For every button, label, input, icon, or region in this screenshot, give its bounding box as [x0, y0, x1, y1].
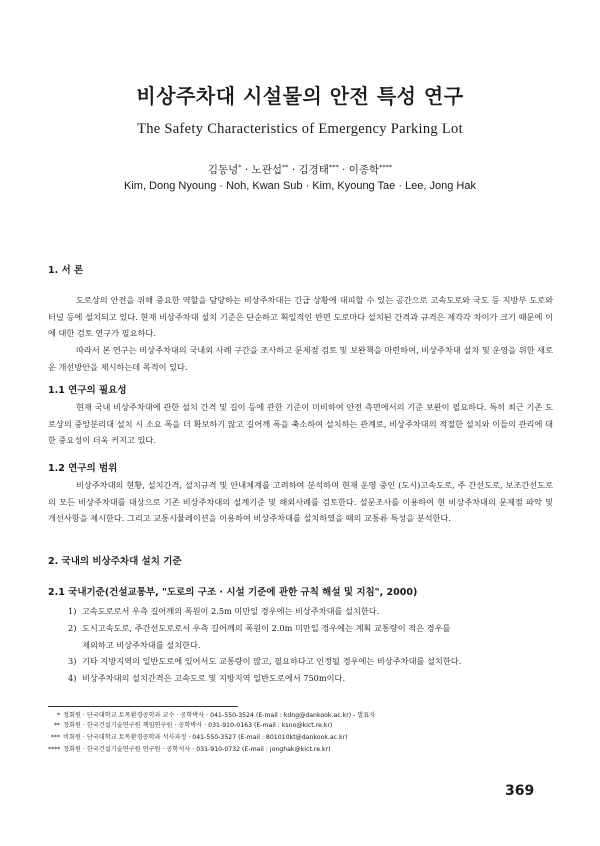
- footnote: ** 정회원 · 한국건설기술연구원 책임연구원 · 공학박사 · 031-910-0163 (E-mail : ksno@kict.re.kr): [53, 722, 333, 729]
- paragraph-intro-2: 따라서 본 연구는 비상주차대의 국내외 사례 구간을 조사하고 문제점 검토 및 보완책을 마련하여, 비상주차대 설치 및 운영을 위한 새로운 개선방안을 제시하는데 목적이 있다.: [48, 345, 553, 372]
- title-korean: 비상주차대 시설물의 안전 특성 연구: [136, 84, 464, 108]
- section-heading-domestic-criteria: 2.1 국내기준(건설교통부, "도로의 구조 · 시설 기준에 관한 규칙 해설 및 지침", 2000): [48, 587, 418, 598]
- paragraph-intro-1: 도로상의 안전을 위해 중요한 역할을 담당하는 비상주차대는 긴급 상황에 대피할 수 있는 공간으로 고속도로와 국도 등 지방부 도로와 터널 등에 설치되고 있다. 현재 비상주차대 설치 기준은 단순하고 획일적인 반면 도로마다 설치된 간격과 규격은 제각각 차이가 크기 때문에 이에 대한 검토 연구가 필요하다.: [48, 295, 553, 339]
- section-heading-scope: 1.2 연구의 범위: [48, 463, 118, 474]
- author-3: 김경태***: [298, 163, 339, 176]
- section-heading-introduction: 1. 서 론: [48, 265, 84, 276]
- footnote: *** 비회원 · 단국대학교 토목환경공학과 석사과정 · 041-550-3527 (E-mail : 801010kt@dankook.ac.kr): [50, 734, 348, 741]
- page-number: 369: [505, 783, 535, 799]
- author-4: 이종학****: [348, 163, 393, 176]
- list-item: 1) 고속도로로서 우측 길어깨의 폭원이 2.5m 미만일 경우에는 비상주차대를 설치한다.: [68, 606, 380, 616]
- section-heading-domestic-standards: 2. 국내의 비상주차대 설치 기준: [48, 556, 182, 567]
- authors-korean: 김동녕* · 노관섭** · 김경태*** · 이종학****: [207, 163, 393, 176]
- title-english: The Safety Characteristics of Emergency Parking Lot: [137, 121, 463, 137]
- list-item: 3) 기타 지방지역의 일반도로에 있어서도 교통량이 많고, 필요하다고 인정될 경우에는 비상주차대를 설치한다.: [68, 656, 462, 666]
- footnote-divider: [48, 706, 238, 707]
- paragraph-need: 현재 국내 비상주차대에 관한 설치 간격 및 길이 등에 관한 기준이 미비하여 안전 측면에서의 기준 보완이 필요하다. 특히 최근 기존 도로상의 중앙분리대 설치 시 소요 폭을 더 확보하기 않고 길어깨 폭을 축소하여 설치하는 관계로, 비상주차대의 적절한 설치와 이들의 관리에 대한 중요성이 더욱 커지고 있다.: [48, 402, 553, 446]
- author-2: 노관섭**: [251, 163, 289, 176]
- footnote: **** 정회원 · 한국건설기술연구원 연구원 · 공학석사 · 031-910-0732 (E-mail : jonghak@kict.re.kr): [48, 746, 331, 753]
- paragraph-scope: 비상주차대의 현황, 설치간격, 설치규격 및 안내체계를 고려하여 분석하며 현재 운영 중인 (도시)고속도로, 주 간선도로, 보조간선도로의 모든 비상주차대를 대상으로 기존 비상주차대의 설계기준 및 해외사례를 검토한다. 설문조사를 이용하여 현 비상주차대의 문제점 파악 및 개선사항을 제시한다. 그리고 교통시뮬레이션을 이용하여 비상주차대를 설치하였을 때의 교통류 특성을 분석한다.: [48, 480, 553, 524]
- authors-english: Kim, Dong Nyoung · Noh, Kwan Sub · Kim, Kyoung Tae · Lee, Jong Hak: [124, 180, 476, 192]
- list-item: 2) 도시고속도로, 주간선도로로서 우측 길어깨의 폭원이 2.0m 미만일 경우에는 계획 교통량이 적은 경우를 제외하고 비상주차대를 설치한다.: [68, 623, 451, 650]
- footnote: * 정회원 · 단국대학교 토목환경공학과 교수 · 공학박사 · 041-550-3524 (E-mail : kdng@dankook.ac.kr) - 발표자: [56, 712, 376, 719]
- list-item: 4) 비상주차대의 설치간격은 고속도로 및 지방지역 일반도로에서 750m이다.: [68, 673, 346, 683]
- author-1: 김동녕*: [207, 163, 242, 176]
- section-heading-need: 1.1 연구의 필요성: [48, 385, 127, 396]
